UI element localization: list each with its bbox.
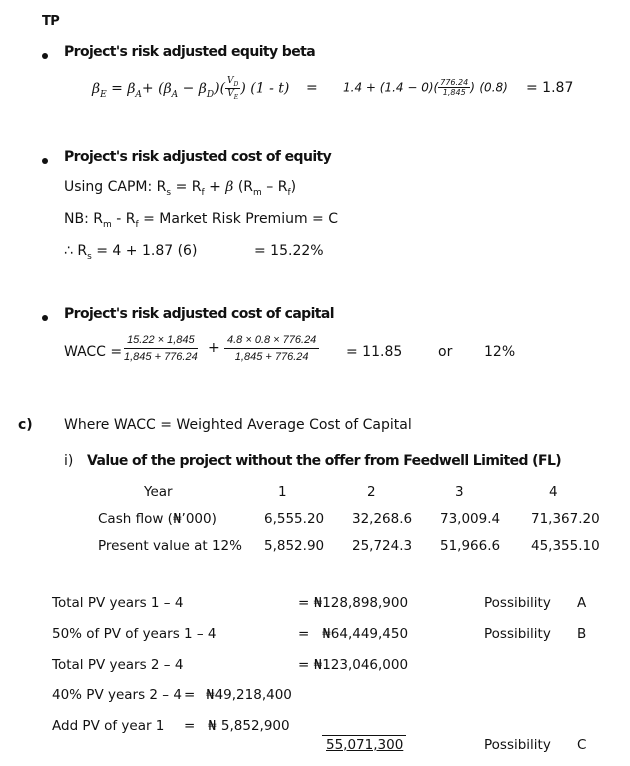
wacc-plus: +	[208, 340, 220, 356]
cost-of-equity-calc: ∴ $R_s = 4 + 1.87$ (6)	[64, 243, 198, 262]
table-cell: 73,009.4	[440, 511, 501, 527]
wacc-result: = 11.85	[346, 344, 403, 360]
forty-pct-value: ₦49,218,400	[206, 687, 292, 703]
add-pv-equals: =	[184, 718, 196, 734]
table-cell: 32,268.6	[352, 511, 413, 527]
capital-heading: Project's risk adjusted cost of capital	[64, 306, 334, 322]
forty-pct-label: 40% PV years 2 – 4	[52, 687, 182, 703]
table-cell: 71,367.20	[531, 511, 600, 527]
bullet-icon	[42, 53, 48, 59]
beta-calculation: 1.4 + (1.4 − 0)( $\frac{776.24}{1,845}$ ) (0.8)	[343, 78, 508, 97]
wacc-label: WACC =	[64, 344, 123, 360]
row-label: Present value at 12%	[98, 538, 242, 554]
table-cell: 6,555.20	[264, 511, 325, 527]
total-rule	[322, 735, 406, 736]
forty-pct-equals: =	[184, 687, 196, 703]
capm-formula: Using CAPM: $R_s = R_f + \beta$ $(R_m - R_f)$	[64, 179, 297, 198]
equity-heading: Project's risk adjusted cost of equity	[64, 149, 332, 165]
summary-label: 50% of PV of years 1 – 4	[52, 626, 217, 642]
table-cell: 25,724.3	[352, 538, 413, 554]
sub-part-heading: Value of the project without the offer from Feedwell Limited (FL)	[87, 453, 562, 469]
table-cell: 51,966.6	[440, 538, 501, 554]
table-header-year-2: 2	[367, 484, 376, 500]
summary-label: Total PV years 2 – 4	[52, 657, 184, 673]
wacc-definition: Where WACC = Weighted Average Cost of Capital	[64, 417, 412, 433]
table-header-year-1: 1	[278, 484, 287, 500]
total-value: 55,071,300	[326, 737, 404, 753]
possibility-label: Possibility	[484, 737, 551, 753]
wacc-fraction-2: $\frac{4.8 \times 0.8 \times 776.24}{1,845 + 776.24}$	[224, 334, 319, 363]
possibility-letter: B	[577, 626, 587, 642]
beta-formula: $\beta_E = \beta_A+ (\beta_A - \beta_D)$( $\frac{V_D}{V_E}$ ) (1 - t)	[92, 76, 290, 101]
table-header-year-3: 3	[455, 484, 464, 500]
beta-result: = 1.87	[526, 80, 574, 96]
cost-of-equity-result: = 15.22%	[254, 243, 324, 259]
wacc-fraction-1: $\frac{15.22 \times 1,845}{1,845 + 776.24}$	[124, 334, 198, 363]
summary-label: Total PV years 1 – 4	[52, 595, 184, 611]
possibility-letter: C	[577, 737, 587, 753]
sub-part-label: i)	[64, 453, 74, 469]
row-label: Cash flow (₦’000)	[98, 511, 217, 527]
table-cell: 5,852.90	[264, 538, 325, 554]
add-pv-value: ₦ 5,852,900	[208, 718, 290, 734]
beta-heading: Project's risk adjusted equity beta	[64, 44, 316, 60]
summary-value: = ₦123,046,000	[298, 657, 409, 673]
bullet-icon	[42, 315, 48, 321]
add-pv-label: Add PV of year 1	[52, 718, 165, 734]
possibility-label: Possibility	[484, 595, 551, 611]
summary-value: = ₦128,898,900	[298, 595, 409, 611]
wacc-rounded: 12%	[484, 344, 516, 360]
summary-value: = ₦64,449,450	[298, 626, 409, 642]
part-c-label: c)	[18, 417, 33, 433]
table-header-year: Year	[144, 484, 173, 500]
possibility-label: Possibility	[484, 626, 551, 642]
nb-note: NB: $R_m - R_f$ = Market Risk Premium = C	[64, 211, 339, 230]
beta-equals: =	[306, 80, 318, 96]
section-label-tp: TP	[42, 14, 60, 29]
wacc-or: or	[438, 344, 453, 360]
possibility-letter: A	[577, 595, 587, 611]
table-header-year-4: 4	[549, 484, 558, 500]
bullet-icon	[42, 158, 48, 164]
table-cell: 45,355.10	[531, 538, 600, 554]
